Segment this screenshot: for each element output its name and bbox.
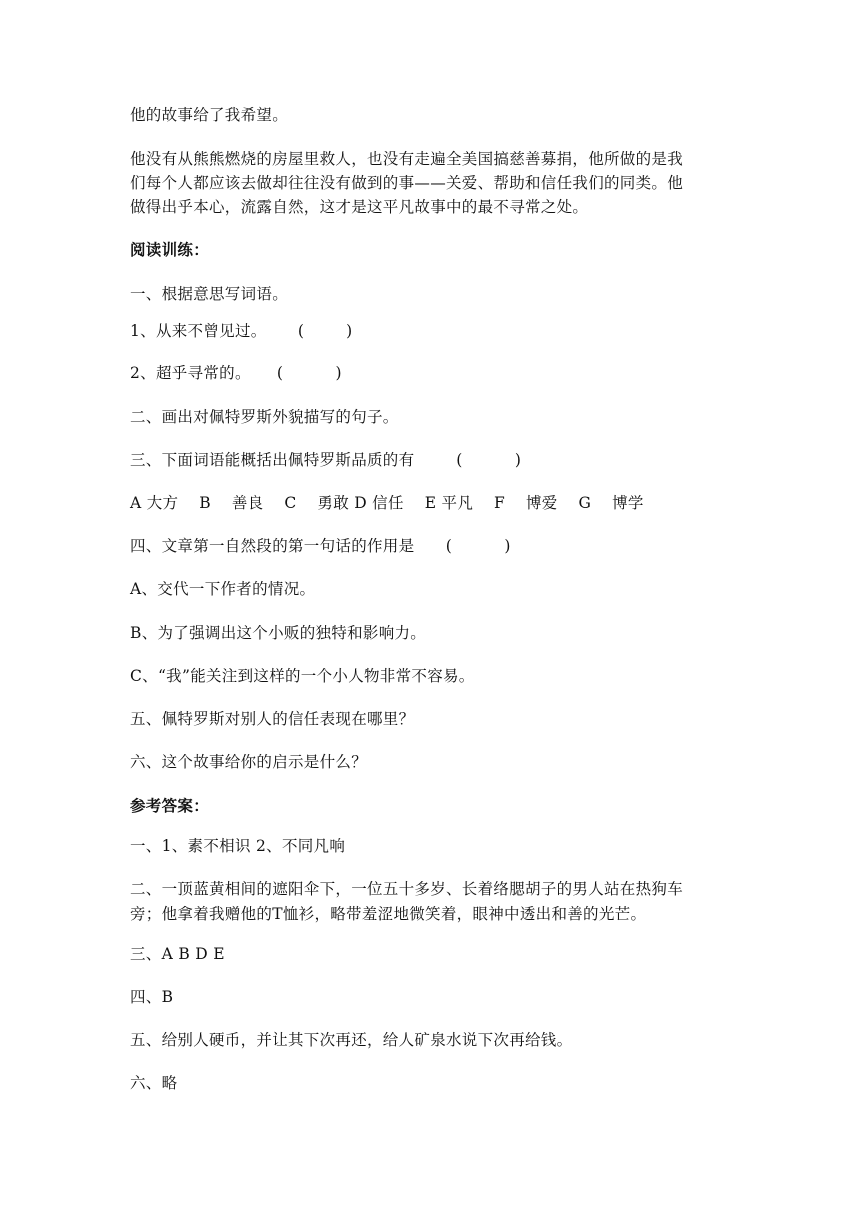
question-4-option-b: B、为了强调出这个小贩的独特和影响力。 xyxy=(130,624,427,642)
paragraph-closing-line-3: 做得出乎本心，流露自然，这才是这平凡故事中的最不寻常之处。 xyxy=(130,198,589,216)
answer-2-line-2: 旁；他拿着我赠他的T恤衫，略带羞涩地微笑着，眼神中透出和善的光芒。 xyxy=(130,905,647,923)
paragraph-hope: 他的故事给了我希望。 xyxy=(130,106,289,124)
paragraph-closing-line-2: 们每个人都应该去做却往往没有做到的事——关爱、帮助和信任我们的同类。他 xyxy=(130,174,684,192)
training-heading: 阅读训练： xyxy=(130,240,210,259)
question-3: 三、下面词语能概括出佩特罗斯品质的有 ( ) xyxy=(130,451,522,469)
question-6: 六、这个故事给你的启示是什么？ xyxy=(130,753,368,771)
answer-5: 五、给别人硬币，并让其下次再还，给人矿泉水说下次再给钱。 xyxy=(130,1031,573,1049)
question-1-title: 一、根据意思写词语。 xyxy=(130,285,289,303)
answer-3: 三、A B D E xyxy=(130,945,225,963)
question-3-options: A 大方 B 善良 C 勇敢 D 信任 E 平凡 F 博爱 G 博学 xyxy=(130,494,644,512)
question-2: 二、画出对佩特罗斯外貌描写的句子。 xyxy=(130,408,399,426)
question-4-option-a: A、交代一下作者的情况。 xyxy=(130,580,316,598)
question-4-option-c: C、“我”能关注到这样的一个小人物非常不容易。 xyxy=(130,667,475,685)
answer-4: 四、B xyxy=(130,988,174,1006)
question-1-item-1: 1、从来不曾见过。 ( ) xyxy=(130,322,353,340)
paragraph-closing-line-1: 他没有从熊熊燃烧的房屋里救人，也没有走遍全美国搞慈善募捐，他所做的是我 xyxy=(130,150,684,168)
answer-2-line-1: 二、一顶蓝黄相间的遮阳伞下，一位五十多岁、长着络腮胡子的男人站在热狗车 xyxy=(130,880,684,898)
question-4: 四、文章第一自然段的第一句话的作用是 ( ) xyxy=(130,537,511,555)
answer-1: 一、1、素不相识 2、不同凡响 xyxy=(130,837,346,855)
answers-heading: 参考答案： xyxy=(130,796,210,815)
answer-6: 六、略 xyxy=(130,1074,178,1092)
question-1-item-2: 2、超乎寻常的。 ( ) xyxy=(130,364,342,382)
question-5: 五、佩特罗斯对别人的信任表现在哪里？ xyxy=(130,710,415,728)
